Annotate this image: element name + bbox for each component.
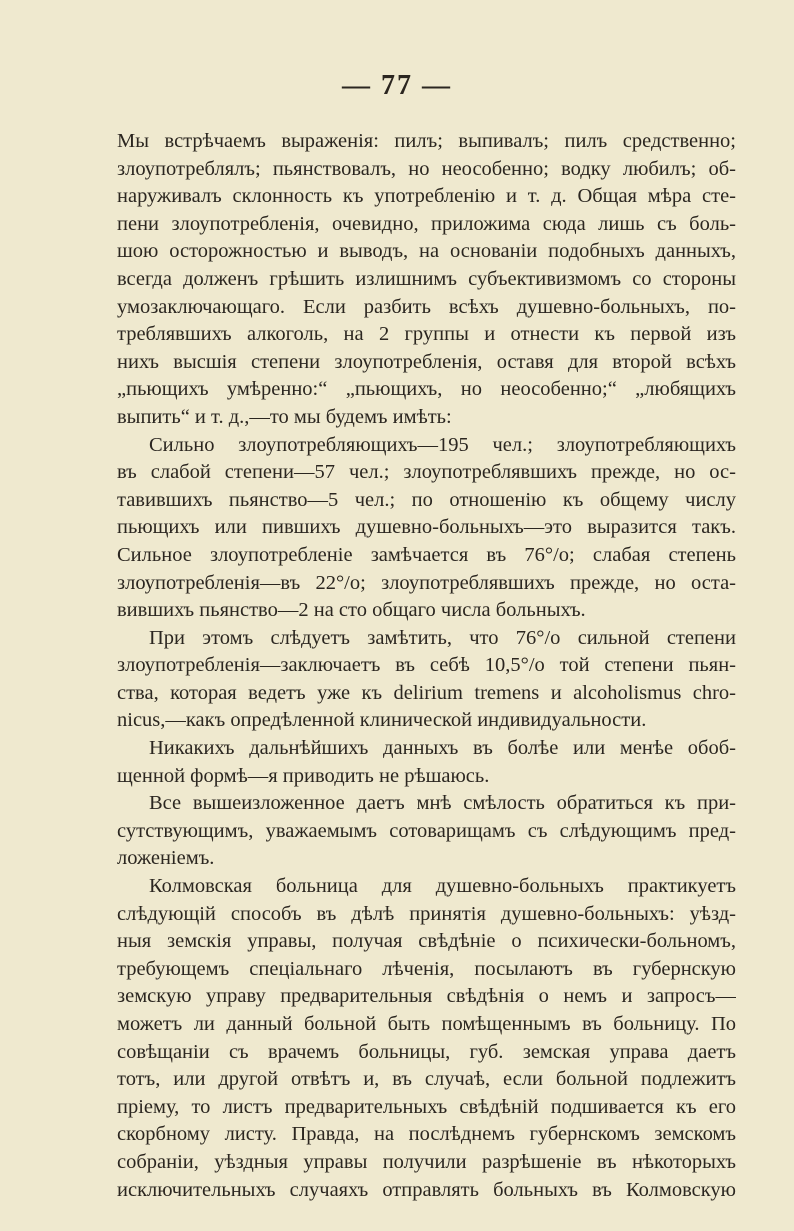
text-line: ложеніемъ.	[117, 847, 215, 870]
text-line: собраніи, уѣздныя управы получили разрѣшеніе въ нѣкоторыхъ	[117, 1150, 736, 1173]
body-text	[117, 128, 736, 1204]
text-line: исключительныхъ случаяхъ отправлять больныхъ въ Колмовскую	[117, 1178, 736, 1201]
text-line: тотъ, или другой отвѣтъ и, въ случаѣ, если больной подлежитъ	[117, 1068, 736, 1091]
page-number: — 77 —	[342, 70, 452, 101]
text-line: тавившихъ пьянство—5 чел.; по отношенію къ общему числу	[117, 488, 736, 511]
text-line: требующемъ спеціальнаго лѣченія, посылаютъ въ губернскую	[117, 957, 736, 980]
text-line: Сильное злоупотребленіе замѣчается въ 76°/о; слабая степень	[117, 543, 736, 566]
text-line: щенной формѣ—я приводить не рѣшаюсь.	[117, 764, 490, 787]
text-line: Никакихъ дальнѣйшихъ данныхъ въ болѣе или менѣе обоб-	[149, 737, 736, 760]
text-line: пьющихъ или пившихъ душевно-больныхъ—это выразится такъ.	[117, 516, 736, 539]
text-line: Сильно злоупотребляющихъ—195 чел.; злоупотребляющихъ	[149, 433, 736, 456]
text-line: выпить“ и т. д.,—то мы будемъ имѣть:	[117, 405, 452, 428]
text-line: „пьющихъ умѣренно:“ „пьющихъ, но неособенно;“ „любящихъ	[117, 378, 736, 401]
text-line: пріему, то листъ предварительныхъ свѣдѣній подшивается къ его	[117, 1095, 736, 1118]
text-line: злоупотребленія—въ 22°/о; злоупотреблявшихъ прежде, но оста-	[117, 571, 736, 594]
text-line: треблявшихъ алкоголь, на 2 группы и отнести къ первой изъ	[117, 323, 736, 346]
text-line: ныя земскія управы, получая свѣдѣніе о психически-больномъ,	[117, 930, 736, 953]
text-line: злоупотреблялъ; пьянствовалъ, но неособенно; водку любилъ; об-	[117, 157, 736, 180]
text-line: вившихъ пьянство—2 на сто общаго числа больныхъ.	[117, 599, 586, 622]
text-line: всегда долженъ грѣшить излишнимъ субъективизмомъ со стороны	[117, 267, 736, 290]
text-line: слѣдующій способъ въ дѣлѣ принятія душевно-больныхъ: уѣзд-	[117, 902, 736, 925]
text-line: Мы встрѣчаемъ выраженія: пилъ; выпивалъ; пилъ средственно;	[117, 130, 736, 152]
text-line: нихъ высшія степени злоупотребленія, оставя для второй всѣхъ	[117, 350, 736, 373]
text-line: При этомъ слѣдуетъ замѣтить, что 76°/о сильной степени	[149, 626, 736, 649]
text-line: сутствующимъ, уважаемымъ сотоварищамъ съ слѣдующимъ пред-	[117, 819, 736, 842]
text-line: скорбному листу. Правда, на послѣднемъ губернскомъ земскомъ	[117, 1123, 736, 1146]
text-line: злоупотребленія—заключаетъ въ себѣ 10,5°/о той степени пьян-	[117, 654, 736, 677]
text-line: можетъ ли данный больной быть помѣщеннымъ въ больницу. По	[117, 1013, 736, 1035]
text-line: умозаключающаго. Если разбить всѣхъ душевно-больныхъ, по-	[117, 295, 736, 318]
text-line: Колмовская больница для душевно-больныхъ практикуетъ	[149, 875, 736, 898]
text-line: nicus,—какъ опредѣленной клинической индивидуальности.	[117, 709, 647, 732]
text-line: наруживалъ склонность къ употребленію и т. д. Общая мѣра сте-	[117, 185, 736, 208]
text-line: въ слабой степени—57 чел.; злоупотреблявшихъ прежде, но ос-	[117, 461, 736, 484]
text-line: Все вышеизложенное даетъ мнѣ смѣлость обратиться къ при-	[149, 792, 736, 815]
text-line: шою осторожностью и выводъ, на основаніи подобныхъ данныхъ,	[117, 240, 736, 263]
text-line: земскую управу предварительныя свѣдѣнія о немъ и запросъ—	[117, 985, 736, 1008]
text-line: пени злоупотребленія, очевидно, приложима сюда лишь съ боль-	[117, 212, 736, 235]
text-line: совѣщаніи съ врачемъ больницы, губ. земская управа даетъ	[117, 1040, 736, 1063]
text-line: ства, которая ведетъ уже къ delirium tremens и alcoholismus chro-	[117, 681, 736, 704]
